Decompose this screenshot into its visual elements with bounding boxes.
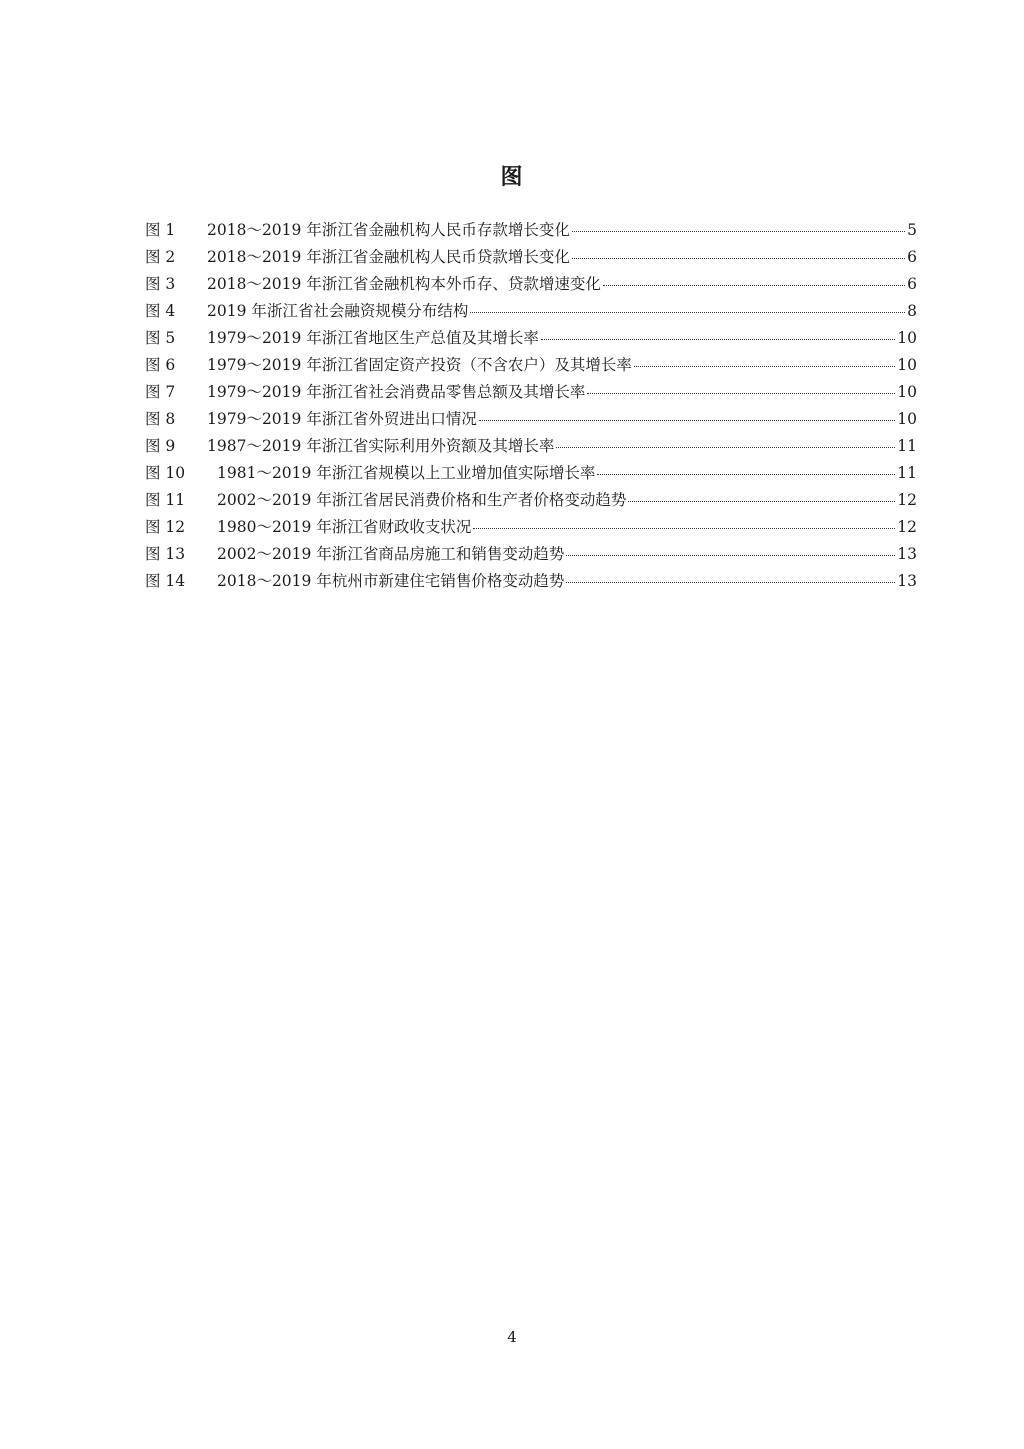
figure-page-number: 10 — [897, 356, 917, 374]
toc-entry[interactable] — [145, 353, 917, 380]
figure-label: 图 11 — [145, 491, 186, 509]
page-number: 4 — [507, 1328, 517, 1346]
dot-leader — [470, 312, 905, 313]
toc-entry[interactable] — [145, 245, 917, 272]
figure-title: 1979～2019 年浙江省地区生产总值及其增长率 — [207, 329, 539, 347]
figure-label: 图 3 — [145, 275, 176, 293]
toc-entry[interactable] — [145, 569, 917, 596]
figure-label: 图 7 — [145, 383, 176, 401]
figure-page-number: 10 — [897, 329, 917, 347]
figure-label: 图 4 — [145, 302, 176, 320]
figure-page-number: 12 — [897, 518, 917, 536]
dot-leader — [628, 501, 895, 502]
figure-page-number: 13 — [897, 572, 917, 590]
toc-entry[interactable] — [145, 272, 917, 299]
toc-entry[interactable] — [145, 488, 917, 515]
figure-page-number: 5 — [907, 221, 917, 239]
dot-leader — [572, 258, 905, 259]
dot-leader — [473, 528, 895, 529]
figure-title: 2002～2019 年浙江省商品房施工和销售变动趋势 — [217, 545, 565, 563]
toc-entry[interactable] — [145, 434, 917, 461]
figure-title: 2002～2019 年浙江省居民消费价格和生产者价格变动趋势 — [217, 491, 627, 509]
figure-page-number: 13 — [897, 545, 917, 563]
figure-label: 图 14 — [145, 572, 186, 590]
figure-label: 图 5 — [145, 329, 176, 347]
figure-page-number: 11 — [897, 464, 917, 482]
dot-leader — [479, 420, 895, 421]
figure-label: 图 1 — [145, 221, 176, 239]
dot-leader — [566, 555, 895, 556]
figure-list — [145, 218, 917, 596]
toc-entry[interactable] — [145, 461, 917, 488]
figure-page-number: 8 — [907, 302, 917, 320]
figure-title: 1981～2019 年浙江省规模以上工业增加值实际增长率 — [217, 464, 596, 482]
figure-page-number: 6 — [907, 275, 917, 293]
figure-title: 2018～2019 年浙江省金融机构人民币存款增长变化 — [207, 221, 570, 239]
figure-title: 1980～2019 年浙江省财政收支状况 — [217, 518, 472, 536]
figure-label: 图 12 — [145, 518, 186, 536]
figure-page-number: 12 — [897, 491, 917, 509]
figure-label: 图 10 — [145, 464, 186, 482]
toc-entry[interactable] — [145, 515, 917, 542]
figure-page-number: 10 — [897, 383, 917, 401]
figure-title: 2018～2019 年浙江省金融机构人民币贷款增长变化 — [207, 248, 570, 266]
dot-leader — [572, 231, 905, 232]
toc-entry[interactable] — [145, 380, 917, 407]
figure-title: 2019 年浙江省社会融资规模分布结构 — [207, 302, 469, 320]
figure-label: 图 9 — [145, 437, 176, 455]
figure-title: 1979～2019 年浙江省固定资产投资（不含农户）及其增长率 — [207, 356, 632, 374]
figure-page-number: 10 — [897, 410, 917, 428]
dot-leader — [587, 393, 895, 394]
dot-leader — [634, 366, 895, 367]
figure-label: 图 6 — [145, 356, 176, 374]
figure-label: 图 8 — [145, 410, 176, 428]
toc-entry[interactable] — [145, 326, 917, 353]
figure-title: 1979～2019 年浙江省社会消费品零售总额及其增长率 — [207, 383, 586, 401]
toc-entry[interactable] — [145, 299, 917, 326]
toc-entry[interactable] — [145, 407, 917, 434]
dot-leader — [603, 285, 905, 286]
figure-title: 2018～2019 年杭州市新建住宅销售价格变动趋势 — [217, 572, 565, 590]
dot-leader — [556, 447, 895, 448]
figure-page-number: 6 — [907, 248, 917, 266]
figure-label: 图 2 — [145, 248, 176, 266]
figure-title: 1987～2019 年浙江省实际利用外资额及其增长率 — [207, 437, 555, 455]
figure-label: 图 13 — [145, 545, 186, 563]
figure-title: 1979～2019 年浙江省外贸进出口情况 — [207, 410, 477, 428]
toc-entry[interactable] — [145, 542, 917, 569]
figure-title: 2018～2019 年浙江省金融机构本外币存、贷款增速变化 — [207, 275, 601, 293]
toc-entry[interactable] — [145, 218, 917, 245]
page-title: 图 — [500, 164, 524, 190]
figure-page-number: 11 — [897, 437, 917, 455]
dot-leader — [566, 582, 895, 583]
dot-leader — [597, 474, 895, 475]
dot-leader — [541, 339, 895, 340]
